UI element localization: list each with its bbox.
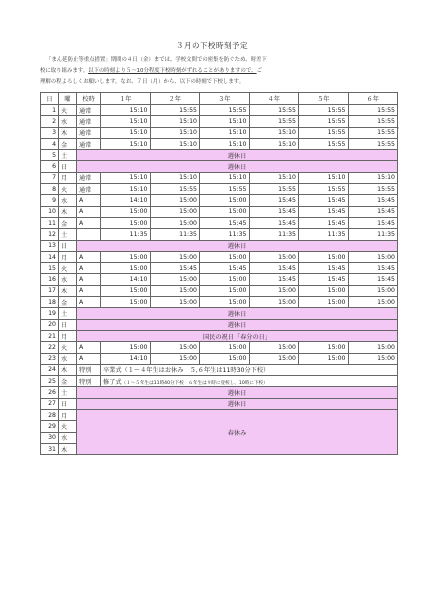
table-row [41,240,398,251]
time-cell: 15:55 [249,105,299,116]
event-note-cell [101,364,398,375]
notice-line-1: 「まん延防止等重点措置」期間の４日（金）までは、学校文間での密集を防ぐため、時差下 [46,57,267,63]
header-grade-1: １年 [101,93,151,105]
header-period: 校時 [77,93,101,105]
day-cell: 14 [41,251,59,262]
period-cell: A [77,263,101,274]
time-cell: 11:35 [200,229,250,240]
weekday-cell: 土 [59,387,77,398]
holiday-cell: 週休日 [77,387,398,398]
time-cell: 15:55 [299,116,349,127]
weekday-cell: 日 [59,161,77,172]
time-cell: 15:00 [101,263,151,274]
weekday-cell: 月 [59,410,77,421]
header-grade-5: ５年 [299,93,349,105]
weekday-cell: 木 [59,206,77,217]
table-row [41,251,398,262]
holiday-cell: 週休日 [77,161,398,172]
time-cell: 15:10 [200,172,250,183]
table-row [41,387,398,398]
table-row [41,263,398,274]
time-cell: 15:45 [299,274,349,285]
time-cell: 15:00 [249,285,299,296]
time-cell: 15:00 [101,342,151,353]
weekday-cell: 木 [59,364,77,375]
time-cell: 15:00 [200,342,250,353]
time-cell: 15:55 [299,138,349,149]
time-cell: 15:10 [150,172,200,183]
weekday-cell: 月 [59,172,77,183]
time-cell: 15:55 [249,184,299,195]
time-cell: 15:55 [348,127,398,138]
day-cell: 5 [41,150,59,161]
header-grade-6: ６年 [348,93,398,105]
day-cell: 15 [41,263,59,274]
day-cell: 23 [41,353,59,364]
holiday-cell: 週休日 [77,308,398,319]
period-cell: A [77,251,101,262]
time-cell: 15:00 [150,353,200,364]
day-cell: 13 [41,240,59,251]
time-cell: 15:10 [348,172,398,183]
table-row [41,342,398,353]
schedule-body [41,105,398,455]
table-row [41,206,398,217]
time-cell: 15:10 [200,138,250,149]
time-cell: 15:00 [299,342,349,353]
time-cell: 15:00 [249,297,299,308]
day-cell: 3 [41,127,59,138]
period-cell: A [77,285,101,296]
period-cell: A [77,297,101,308]
time-cell: 15:10 [101,172,151,183]
time-cell: 15:45 [249,274,299,285]
time-cell: 15:45 [249,217,299,228]
time-cell: 15:55 [150,184,200,195]
day-cell: 31 [41,443,59,454]
day-cell: 19 [41,308,59,319]
time-cell: 15:55 [299,184,349,195]
day-cell: 18 [41,297,59,308]
time-cell: 15:45 [249,206,299,217]
table-row [41,184,398,195]
period-cell: 通常 [77,172,101,183]
time-cell: 15:55 [348,116,398,127]
time-cell: 15:45 [299,195,349,206]
table-row [41,308,398,319]
weekday-cell: 土 [59,229,77,240]
weekday-cell: 火 [59,421,77,432]
side-mark: 、 [397,123,404,130]
weekday-cell: 水 [59,353,77,364]
time-cell: 15:55 [299,127,349,138]
weekday-cell: 金 [59,376,77,387]
time-cell: 15:45 [150,263,200,274]
weekday-cell: 火 [59,342,77,353]
time-cell: 15:45 [299,263,349,274]
weekday-cell: 木 [59,285,77,296]
dismissal-schedule-table [40,92,398,455]
table-row [41,319,398,330]
day-cell: 20 [41,319,59,330]
time-cell: 15:45 [200,263,250,274]
time-cell: 15:10 [101,116,151,127]
time-cell: 15:00 [150,285,200,296]
period-cell: A [77,274,101,285]
event-note-text: 修了式 [103,378,122,386]
holiday-cell: 週休日 [77,150,398,161]
table-row [41,172,398,183]
day-cell: 25 [41,376,59,387]
day-cell: 16 [41,274,59,285]
time-cell: 11:35 [299,229,349,240]
time-cell: 15:10 [200,116,250,127]
time-cell: 14:10 [101,353,151,364]
table-row [41,195,398,206]
notice-line-3: 理解の程よろしくお願いします。なお、７日（月）から、以下の時刻で下校します。 [40,79,244,85]
time-cell: 15:45 [249,263,299,274]
time-cell: 15:00 [200,195,250,206]
table-row [41,285,398,296]
weekday-cell: 月 [59,330,77,341]
time-cell: 15:00 [249,251,299,262]
day-cell: 4 [41,138,59,149]
time-cell: 15:00 [150,217,200,228]
event-note-cell [101,376,398,387]
table-row [41,150,398,161]
notice-line-2a: 校に取り組みます。 [40,68,89,74]
time-cell: 15:00 [200,251,250,262]
time-cell: 15:10 [299,172,349,183]
time-cell: 15:00 [299,285,349,296]
time-cell: 15:45 [348,263,398,274]
time-cell: 15:55 [249,116,299,127]
table-row [41,161,398,172]
period-cell: A [77,353,101,364]
time-cell: 15:10 [249,127,299,138]
time-cell: 15:00 [200,353,250,364]
table-row [41,330,398,341]
notice-text [40,55,390,88]
time-cell: 15:55 [200,105,250,116]
time-cell: 15:00 [348,285,398,296]
time-cell: 15:10 [150,116,200,127]
time-cell: 14:10 [101,274,151,285]
time-cell: 15:45 [249,195,299,206]
holiday-cell: 週休日 [77,319,398,330]
weekday-cell: 金 [59,217,77,228]
day-cell: 17 [41,285,59,296]
time-cell: 15:00 [299,353,349,364]
day-cell: 6 [41,161,59,172]
day-cell: 8 [41,184,59,195]
time-cell: 15:00 [200,285,250,296]
time-cell: 15:55 [150,105,200,116]
time-cell: 15:00 [299,251,349,262]
header-weekday: 曜 [59,93,77,105]
day-cell: 9 [41,195,59,206]
time-cell: 15:00 [101,217,151,228]
weekday-cell: 水 [59,274,77,285]
time-cell: 15:00 [101,206,151,217]
time-cell: 15:00 [348,353,398,364]
day-cell: 27 [41,398,59,409]
time-cell: 15:00 [101,251,151,262]
day-cell: 2 [41,116,59,127]
weekday-cell: 土 [59,150,77,161]
table-row [41,116,398,127]
time-cell: 15:00 [101,285,151,296]
time-cell: 15:00 [249,342,299,353]
weekday-cell: 木 [59,443,77,454]
weekday-cell: 火 [59,263,77,274]
time-cell: 15:45 [348,206,398,217]
day-cell: 26 [41,387,59,398]
notice-underlined: 以下の時刻より５～10分程度下校時刻がずれることがありますので、 [88,68,257,74]
time-cell: 15:00 [150,342,200,353]
time-cell: 15:10 [101,105,151,116]
time-cell: 15:10 [101,184,151,195]
time-cell: 15:55 [348,105,398,116]
weekday-cell: 日 [59,319,77,330]
day-cell: 30 [41,432,59,443]
time-cell: 11:35 [101,229,151,240]
time-cell: 15:10 [150,138,200,149]
day-cell: 28 [41,410,59,421]
weekday-cell: 水 [59,116,77,127]
period-cell: 通常 [77,127,101,138]
time-cell: 15:00 [150,206,200,217]
time-cell: 15:10 [150,127,200,138]
time-cell: 11:35 [150,229,200,240]
table-row [41,297,398,308]
holiday-cell: 国民の祝日「春分の日」 [77,330,398,341]
time-cell: 15:00 [348,342,398,353]
period-cell: A [77,217,101,228]
period-cell: 特別 [77,376,101,387]
weekday-cell: 日 [59,398,77,409]
time-cell: 15:00 [150,297,200,308]
period-cell: A [77,206,101,217]
time-cell: 15:10 [249,172,299,183]
period-cell: 通常 [77,138,101,149]
table-row [41,217,398,228]
period-cell [77,229,101,240]
time-cell: 15:00 [348,251,398,262]
event-note-detail: （１～５年生は11時40分下校 ６年生は９時に登校し、10時に下校） [121,380,268,386]
table-header-row [41,93,398,105]
weekday-cell: 木 [59,127,77,138]
header-grade-4: ４年 [249,93,299,105]
day-cell: 11 [41,217,59,228]
weekday-cell: 金 [59,297,77,308]
day-cell: 12 [41,229,59,240]
weekday-cell: 水 [59,195,77,206]
time-cell: 15:45 [348,195,398,206]
spring-break-cell: 春休み [77,410,398,455]
weekday-cell: 水 [59,432,77,443]
time-cell: 15:00 [299,297,349,308]
weekday-cell: 土 [59,308,77,319]
event-note-text: 卒業式（１～４年生はお休み ５,６年生は11時30分下校） [103,367,270,375]
time-cell: 15:00 [150,195,200,206]
day-cell: 10 [41,206,59,217]
time-cell: 15:00 [200,297,250,308]
weekday-cell: 日 [59,240,77,251]
time-cell: 15:10 [249,138,299,149]
table-row [41,398,398,409]
time-cell: 15:00 [200,274,250,285]
time-cell: 15:45 [200,217,250,228]
time-cell: 15:00 [150,251,200,262]
header-grade-3: ３年 [200,93,250,105]
time-cell: 15:00 [200,206,250,217]
time-cell: 14:10 [101,195,151,206]
time-cell: 15:45 [348,217,398,228]
weekday-cell: 金 [59,138,77,149]
time-cell: 11:35 [249,229,299,240]
day-cell: 24 [41,364,59,375]
table-row [41,410,398,421]
period-cell: 通常 [77,105,101,116]
table-row [41,376,398,387]
time-cell: 15:00 [348,297,398,308]
time-cell: 15:10 [200,127,250,138]
period-cell: 特別 [77,364,101,375]
header-day: 日 [41,93,59,105]
table-row [41,138,398,149]
time-cell: 15:10 [101,127,151,138]
period-cell: 通常 [77,116,101,127]
table-row [41,364,398,375]
time-cell: 15:00 [101,297,151,308]
time-cell: 15:45 [348,274,398,285]
time-cell: 11:35 [348,229,398,240]
page-title: ３月の下校時刻予定 [176,41,248,50]
day-cell: 22 [41,342,59,353]
day-cell: 7 [41,172,59,183]
notice-line-2 [40,66,390,77]
time-cell: 15:45 [299,217,349,228]
table-row [41,105,398,116]
day-cell: 21 [41,330,59,341]
table-row [41,353,398,364]
day-cell: 1 [41,105,59,116]
period-cell: A [77,342,101,353]
table-row [41,127,398,138]
time-cell: 15:55 [348,138,398,149]
period-cell: 通常 [77,184,101,195]
weekday-cell: 月 [59,251,77,262]
header-grade-2: ２年 [150,93,200,105]
time-cell: 15:55 [348,184,398,195]
table-row [41,229,398,240]
day-cell: 29 [41,421,59,432]
weekday-cell: 火 [59,105,77,116]
holiday-cell: 週休日 [77,398,398,409]
weekday-cell: 火 [59,184,77,195]
table-row [41,274,398,285]
time-cell: 15:10 [101,138,151,149]
period-cell: A [77,195,101,206]
time-cell: 15:55 [200,184,250,195]
time-cell: 15:00 [249,353,299,364]
notice-line-2c: ご [256,68,262,74]
time-cell: 15:45 [299,206,349,217]
time-cell: 15:00 [150,274,200,285]
holiday-cell: 週休日 [77,240,398,251]
time-cell: 15:55 [299,105,349,116]
